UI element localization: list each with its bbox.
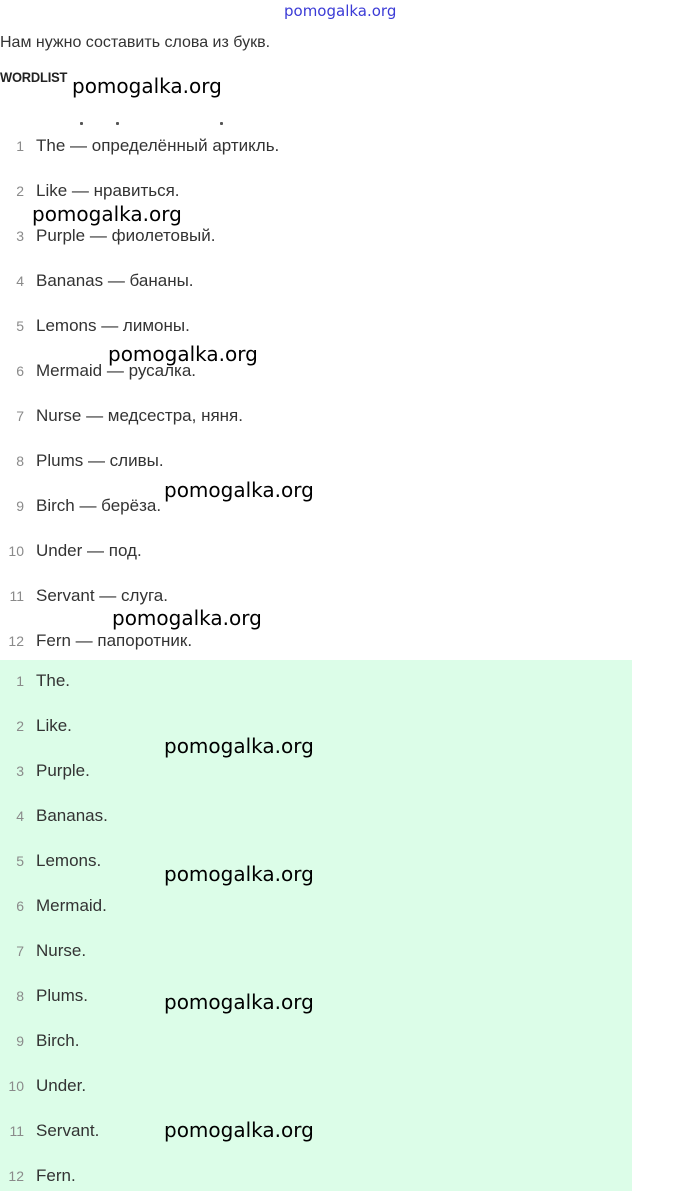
item-number: 8: [16, 453, 24, 469]
item-number: 2: [16, 183, 24, 199]
item-text: Under.: [36, 1076, 87, 1095]
item-text: Fern — папоротник.: [36, 631, 193, 650]
item-text: Fern.: [36, 1166, 76, 1185]
item-text: Birch — берёза.: [36, 496, 162, 515]
answer-panel: [0, 660, 632, 1191]
list-item: [0, 931, 632, 976]
item-number: 10: [8, 1078, 24, 1094]
list-item: [0, 661, 632, 706]
item-number: 8: [16, 988, 24, 1004]
list-item: [0, 531, 632, 576]
item-number: 9: [16, 1033, 24, 1049]
item-number: 2: [16, 718, 24, 734]
item-text: Bananas.: [36, 806, 108, 825]
item-text: Purple — фиолетовый.: [36, 226, 216, 245]
watermark: pomogalka.org: [32, 202, 182, 226]
item-text: Under — под.: [36, 541, 142, 560]
list-item: [0, 351, 632, 396]
list-item: [0, 261, 632, 306]
list-item: [0, 1066, 632, 1111]
item-text: The.: [36, 671, 71, 690]
list-item: [0, 441, 632, 486]
list-item: [0, 706, 632, 751]
item-text: Birch.: [36, 1031, 80, 1050]
watermark: pomogalka.org: [164, 862, 314, 886]
list-item: [0, 576, 632, 621]
list-item: [0, 1111, 632, 1156]
watermark: pomogalka.org: [164, 990, 314, 1014]
item-text: Servant — слуга.: [36, 586, 168, 605]
item-number: 11: [9, 1123, 24, 1139]
list-item: [0, 1021, 632, 1066]
item-number: 1: [16, 673, 24, 689]
watermark: pomogalka.org: [112, 606, 262, 630]
item-text: Mermaid — русалка.: [36, 361, 197, 380]
item-number: 4: [16, 273, 24, 289]
item-number: 4: [16, 808, 24, 824]
item-number: 3: [16, 763, 24, 779]
item-text: Lemons.: [36, 851, 102, 870]
item-text: Mermaid.: [36, 896, 107, 915]
item-number: 12: [8, 633, 24, 649]
list-item: [0, 486, 632, 531]
list-item: [0, 886, 632, 931]
item-text: Like — нравиться.: [36, 181, 180, 200]
item-number: 5: [16, 318, 24, 334]
item-number: 9: [16, 498, 24, 514]
watermark: pomogalka.org: [164, 1118, 314, 1142]
list-item: [0, 841, 632, 886]
site-header-link[interactable]: pomogalka.org: [284, 2, 397, 20]
list-item: [0, 796, 632, 841]
item-text: Plums.: [36, 986, 88, 1005]
item-number: 6: [16, 898, 24, 914]
item-number: 7: [16, 943, 24, 959]
item-text: Like.: [36, 716, 72, 735]
watermark: pomogalka.org: [164, 478, 314, 502]
list-item: [0, 976, 632, 1021]
list-item: [0, 396, 632, 441]
answer-list: [0, 661, 632, 1201]
item-text: Plums — сливы.: [36, 451, 164, 470]
section-label: WORDLIST: [0, 69, 68, 85]
item-text: The — определённый артикль.: [36, 136, 280, 155]
list-item: [0, 1156, 632, 1201]
item-number: 1: [16, 138, 24, 154]
watermark: pomogalka.org: [72, 74, 222, 98]
item-text: Bananas — бананы.: [36, 271, 194, 290]
item-number: 11: [9, 588, 24, 604]
item-text: Servant.: [36, 1121, 100, 1140]
watermark: pomogalka.org: [164, 734, 314, 758]
item-text: Nurse.: [36, 941, 87, 960]
item-number: 12: [8, 1168, 24, 1184]
list-item: [0, 751, 632, 796]
item-number: 5: [16, 853, 24, 869]
item-number: 7: [16, 408, 24, 424]
watermark: pomogalka.org: [108, 342, 258, 366]
item-text: Lemons — лимоны.: [36, 316, 190, 335]
item-number: 6: [16, 363, 24, 379]
item-text: Purple.: [36, 761, 90, 780]
list-item: [0, 306, 632, 351]
intro-text: Нам нужно составить слова из букв.: [0, 34, 271, 51]
item-number: 10: [8, 543, 24, 559]
item-text: Nurse — медсестра, няня.: [36, 406, 243, 425]
list-item: [0, 126, 632, 171]
item-number: 3: [16, 228, 24, 244]
